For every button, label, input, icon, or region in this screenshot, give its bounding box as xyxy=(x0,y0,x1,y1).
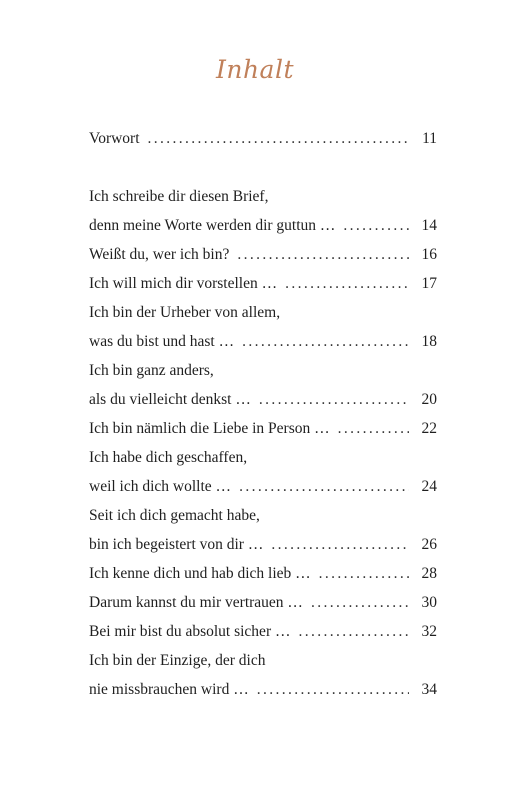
dot-leader xyxy=(148,124,409,153)
toc-entry-title: was du bist und hast … xyxy=(89,333,235,350)
toc-entry-title: bin ich begeistert von dir … xyxy=(89,536,264,553)
toc-line xyxy=(89,269,437,298)
dot-leader xyxy=(285,269,409,298)
toc-page-number: 11 xyxy=(422,130,437,147)
toc-entry xyxy=(89,124,437,153)
toc-entry-title: Ich habe dich geschaffen, xyxy=(89,449,248,466)
toc-line xyxy=(89,414,437,443)
toc-entry-title: nie missbrauchen wird … xyxy=(89,681,249,698)
toc-line xyxy=(89,327,437,356)
toc-entry-title: Weißt du, wer ich bin? xyxy=(89,246,230,263)
toc-line xyxy=(89,385,437,414)
dot-leader xyxy=(242,327,409,356)
dot-leader xyxy=(311,588,409,617)
toc-line xyxy=(89,646,437,675)
toc-page-number: 30 xyxy=(421,594,437,611)
toc-entry-title: denn meine Worte werden dir guttun … xyxy=(89,217,336,234)
toc-line xyxy=(89,298,437,327)
toc-line xyxy=(89,240,437,269)
toc-entry-title: weil ich dich wollte … xyxy=(89,478,232,495)
dot-leader xyxy=(237,240,409,269)
toc-page-number: 22 xyxy=(421,420,437,437)
toc-entry-title: als du vielleicht denkst … xyxy=(89,391,251,408)
toc-page-number: 26 xyxy=(421,536,437,553)
toc-entry xyxy=(89,646,437,704)
toc-entry-title: Ich bin der Urheber von allem, xyxy=(89,304,281,321)
toc-entry-title: Ich will mich dir vorstellen … xyxy=(89,275,278,292)
dot-leader xyxy=(257,675,409,704)
toc-entry xyxy=(89,501,437,559)
toc-page-number: 32 xyxy=(421,623,437,640)
toc-entry xyxy=(89,298,437,356)
toc-entry-title: Ich kenne dich und hab dich lieb … xyxy=(89,565,311,582)
toc-entry xyxy=(89,588,437,617)
dot-leader xyxy=(298,617,409,646)
toc-line xyxy=(89,617,437,646)
toc-entry xyxy=(89,559,437,588)
toc-page-number: 20 xyxy=(421,391,437,408)
toc-line xyxy=(89,559,437,588)
toc-entry-title: Ich schreibe dir diesen Brief, xyxy=(89,188,269,205)
toc-entry xyxy=(89,240,437,269)
toc-line xyxy=(89,356,437,385)
dot-leader xyxy=(343,211,409,240)
toc-entry xyxy=(89,414,437,443)
toc-line xyxy=(89,182,437,211)
toc-entry-title: Ich bin ganz anders, xyxy=(89,362,214,379)
toc-page-number: 28 xyxy=(421,565,437,582)
toc-line xyxy=(89,124,437,153)
toc-line xyxy=(89,443,437,472)
toc-entry xyxy=(89,182,437,240)
toc-title: Inhalt xyxy=(215,55,295,84)
toc-line xyxy=(89,211,437,240)
table-of-contents xyxy=(89,124,437,704)
dot-leader xyxy=(259,385,409,414)
toc-entry-title: Vorwort xyxy=(89,130,140,147)
toc-page-number: 24 xyxy=(421,478,437,495)
toc-entry-title: Seit ich dich gemacht habe, xyxy=(89,507,260,524)
toc-entry-title: Ich bin nämlich die Liebe in Person … xyxy=(89,420,330,437)
toc-page-number: 17 xyxy=(421,275,437,292)
toc-line xyxy=(89,472,437,501)
toc-line xyxy=(89,588,437,617)
toc-page-number: 16 xyxy=(421,246,437,263)
dot-leader xyxy=(319,559,409,588)
toc-line xyxy=(89,530,437,559)
dot-leader xyxy=(271,530,409,559)
toc-entry-title: Darum kannst du mir vertrauen … xyxy=(89,594,303,611)
toc-page-number: 18 xyxy=(421,333,437,350)
toc-page-number: 34 xyxy=(421,681,437,698)
toc-line xyxy=(89,675,437,704)
dot-leader xyxy=(239,472,409,501)
toc-entry xyxy=(89,617,437,646)
toc-entry xyxy=(89,356,437,414)
toc-entry xyxy=(89,269,437,298)
toc-entry-title: Ich bin der Einzige, der dich xyxy=(89,652,266,669)
toc-page-number: 14 xyxy=(421,217,437,234)
toc-entry xyxy=(89,443,437,501)
toc-entry-title: Bei mir bist du absolut sicher … xyxy=(89,623,291,640)
toc-line xyxy=(89,501,437,530)
dot-leader xyxy=(338,414,409,443)
